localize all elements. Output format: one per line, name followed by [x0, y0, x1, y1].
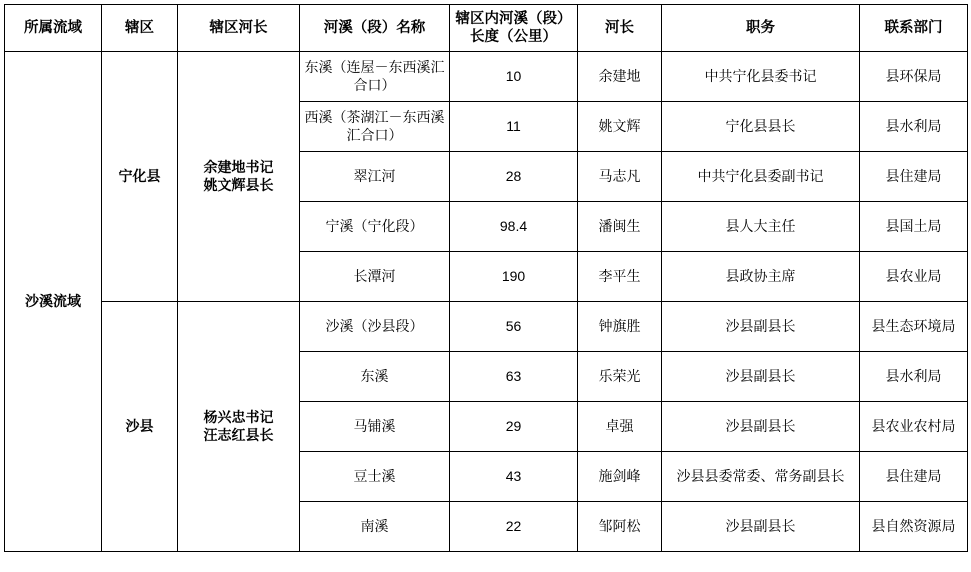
river-chief-cell: 余建地 [578, 52, 662, 102]
segment-length-cell: 28 [450, 152, 578, 202]
river-chief-cell: 姚文辉 [578, 102, 662, 152]
segment-length-cell: 43 [450, 452, 578, 502]
table-header-row [5, 5, 968, 52]
river-chief-cell: 钟旗胜 [578, 302, 662, 352]
segment-name-cell: 翠江河 [300, 152, 450, 202]
river-chief-cell: 邹阿松 [578, 502, 662, 552]
duty-cell: 沙县副县长 [662, 502, 860, 552]
department-cell: 县环保局 [860, 52, 968, 102]
department-cell: 县水利局 [860, 102, 968, 152]
segment-length-cell: 22 [450, 502, 578, 552]
duty-cell: 沙县副县长 [662, 402, 860, 452]
district-cell: 宁化县 [102, 52, 178, 302]
department-cell: 县农业局 [860, 252, 968, 302]
department-cell: 县国土局 [860, 202, 968, 252]
department-cell: 县自然资源局 [860, 502, 968, 552]
column-header-basin: 所属流域 [5, 5, 102, 52]
segment-name-cell: 西溪（茶湖江－东西溪汇合口） [300, 102, 450, 152]
segment-name-cell: 南溪 [300, 502, 450, 552]
segment-length-cell: 10 [450, 52, 578, 102]
column-header-segment-name: 河溪（段）名称 [300, 5, 450, 52]
duty-cell: 沙县县委常委、常务副县长 [662, 452, 860, 502]
segment-length-cell: 98.4 [450, 202, 578, 252]
district-chief-cell: 杨兴忠书记 汪志红县长 [178, 302, 300, 552]
river-chief-cell: 卓强 [578, 402, 662, 452]
duty-cell: 沙县副县长 [662, 302, 860, 352]
column-header-district: 辖区 [102, 5, 178, 52]
river-chief-cell: 李平生 [578, 252, 662, 302]
segment-length-cell: 29 [450, 402, 578, 452]
table-row [5, 52, 968, 102]
document-sheet [0, 4, 971, 572]
column-header-river-chief: 河长 [578, 5, 662, 52]
duty-cell: 宁化县县长 [662, 102, 860, 152]
segment-name-cell: 东溪 [300, 352, 450, 402]
duty-cell: 沙县副县长 [662, 352, 860, 402]
basin-cell: 沙溪流域 [5, 52, 102, 552]
segment-length-cell: 190 [450, 252, 578, 302]
segment-name-cell: 东溪（连屋－东西溪汇合口） [300, 52, 450, 102]
river-chief-table [4, 4, 968, 552]
river-chief-cell: 施剑峰 [578, 452, 662, 502]
column-header-duty: 职务 [662, 5, 860, 52]
department-cell: 县生态环境局 [860, 302, 968, 352]
segment-length-cell: 56 [450, 302, 578, 352]
column-header-length: 辖区内河溪（段）长度（公里） [450, 5, 578, 52]
segment-name-cell: 长潭河 [300, 252, 450, 302]
column-header-department: 联系部门 [860, 5, 968, 52]
segment-length-cell: 63 [450, 352, 578, 402]
duty-cell: 中共宁化县委书记 [662, 52, 860, 102]
duty-cell: 县人大主任 [662, 202, 860, 252]
table-body [5, 52, 968, 552]
duty-cell: 县政协主席 [662, 252, 860, 302]
river-chief-cell: 乐荣光 [578, 352, 662, 402]
segment-name-cell: 豆士溪 [300, 452, 450, 502]
department-cell: 县水利局 [860, 352, 968, 402]
river-chief-cell: 马志凡 [578, 152, 662, 202]
segment-name-cell: 沙溪（沙县段） [300, 302, 450, 352]
segment-length-cell: 11 [450, 102, 578, 152]
department-cell: 县农业农村局 [860, 402, 968, 452]
department-cell: 县住建局 [860, 452, 968, 502]
table-row [5, 302, 968, 352]
district-chief-cell: 余建地书记 姚文辉县长 [178, 52, 300, 302]
segment-name-cell: 马铺溪 [300, 402, 450, 452]
district-cell: 沙县 [102, 302, 178, 552]
duty-cell: 中共宁化县委副书记 [662, 152, 860, 202]
department-cell: 县住建局 [860, 152, 968, 202]
river-chief-cell: 潘闽生 [578, 202, 662, 252]
column-header-district-chief: 辖区河长 [178, 5, 300, 52]
segment-name-cell: 宁溪（宁化段） [300, 202, 450, 252]
